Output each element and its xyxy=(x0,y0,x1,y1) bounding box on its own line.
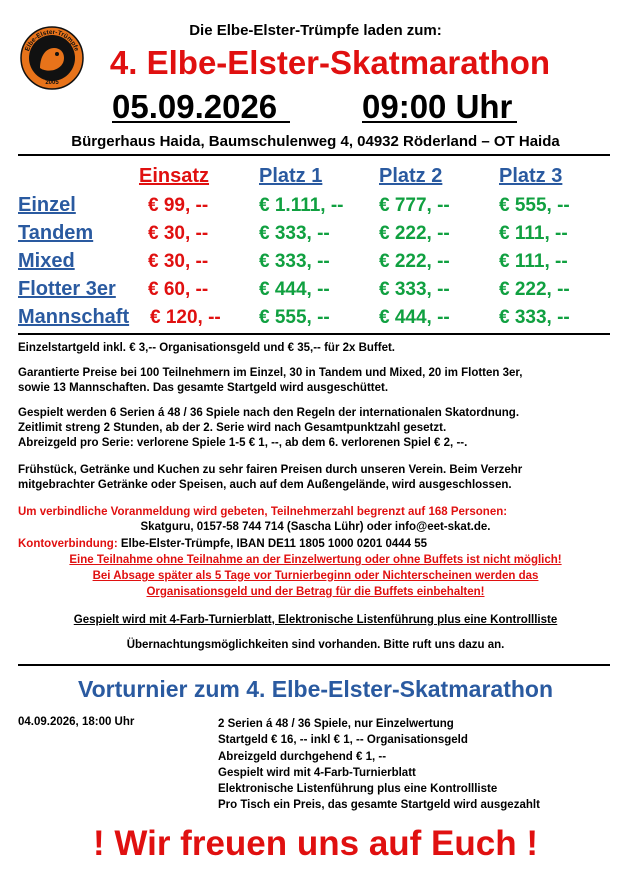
vorturnier-line: 2 Serien á 48 / 36 Spiele, nur Einzelwertung xyxy=(218,718,454,730)
row-label-mixed: Mixed xyxy=(18,250,75,272)
cell-platz1: € 333, -- xyxy=(259,251,330,272)
cell-einsatz: € 120, -- xyxy=(150,307,221,328)
cell-platz1: € 555, -- xyxy=(259,307,330,328)
vorturnier-title: Vorturnier zum 4. Elbe-Elster-Skatmarathon xyxy=(77,676,553,702)
cell-einsatz: € 30, -- xyxy=(148,223,209,244)
warn-absage-1: Bei Absage später als 5 Tage vor Turnierbeginn oder Nichterscheinen werden das xyxy=(92,570,539,582)
row-label-mannschaft: Mannschaft xyxy=(18,306,130,328)
cell-platz1: € 333, -- xyxy=(259,223,330,244)
venue: Bürgerhaus Haida, Baumschulenweg 4, 04932 Röderland – OT Haida xyxy=(71,133,560,150)
page-title: 4. Elbe-Elster-Skatmarathon xyxy=(109,44,551,81)
info-serien-1: Gespielt werden 6 Serien á 48 / 36 Spiele nach den Regeln der internationalen Skatordnung. xyxy=(18,407,520,419)
vorturnier-details xyxy=(218,716,540,814)
info-konto xyxy=(18,537,618,552)
cell-platz2: € 222, -- xyxy=(379,251,450,272)
time-underline xyxy=(362,121,517,123)
cell-platz3: € 111, -- xyxy=(499,251,568,272)
divider-vorturnier xyxy=(18,664,610,666)
cell-einsatz: € 30, -- xyxy=(148,251,209,272)
info-kontakt: Skatguru, 0157-58 744 714 (Sascha Lühr) oder info@eet-skat.de. xyxy=(140,521,491,533)
row-label-flotter: Flotter 3er xyxy=(18,278,116,300)
info-verpflegung-2: mitgebrachter Getränke oder Speisen, auch auf dem Außengelände, wird ausgeschlossen. xyxy=(18,479,512,491)
konto-value: Elbe-Elster-Trümpfe, IBAN DE11 1805 1000 0201 0444 55 xyxy=(117,538,428,550)
cell-platz1: € 1.111, -- xyxy=(259,195,344,216)
info-serien-3: Abreizgeld pro Serie: verlorene Spiele 1-5 € 1, --, ab dem 6. verlorenen Spiel € 2, --. xyxy=(18,437,468,449)
vorturnier-datetime: 04.09.2026, 18:00 Uhr xyxy=(18,716,135,728)
cell-platz3: € 111, -- xyxy=(499,223,568,244)
cell-platz3: € 555, -- xyxy=(499,195,570,216)
vorturnier-line: Abreizgeld durchgehend € 1, -- xyxy=(218,750,387,763)
cell-einsatz: € 99, -- xyxy=(148,195,209,216)
vorturnier-line: Gespielt wird mit 4-Farb-Turnierblatt xyxy=(218,766,416,779)
warn-teilnahme: Eine Teilnahme ohne Teilnahme an der Einzelwertung oder ohne Buffets ist nicht möglich! xyxy=(69,554,562,566)
cell-platz3: € 222, -- xyxy=(499,279,570,300)
header-intro: Die Elbe-Elster-Trümpfe laden zum: xyxy=(189,22,442,39)
info-serien-2: Zeitlimit streng 2 Stunden, ab der 2. Serie wird nach Gesamtpunktzahl gesetzt. xyxy=(18,422,447,434)
col-platz3: Platz 3 xyxy=(499,165,563,187)
info-verpflegung-1: Frühstück, Getränke und Kuchen zu sehr fairen Preisen durch unseren Verein. Beim Verzehr xyxy=(18,464,523,476)
divider-table xyxy=(18,333,610,335)
cell-platz2: € 777, -- xyxy=(379,195,450,216)
info-anmeldung: Um verbindliche Voranmeldung wird gebeten, Teilnehmerzahl begrenzt auf 168 Personen: xyxy=(18,506,508,518)
cell-platz2: € 333, -- xyxy=(379,279,450,300)
info-uebernachtung: Übernachtungsmöglichkeiten sind vorhanden. Bitte ruft uns dazu an. xyxy=(126,639,505,651)
event-date: 05.09.2026 xyxy=(112,88,278,125)
closing-message: ! Wir freuen uns auf Euch ! xyxy=(93,824,538,863)
cell-platz2: € 222, -- xyxy=(379,223,450,244)
cell-platz1: € 444, -- xyxy=(259,279,330,300)
date-underline xyxy=(112,121,290,123)
cell-platz2: € 444, -- xyxy=(379,307,450,328)
cell-einsatz: € 60, -- xyxy=(148,279,209,300)
konto-label: Kontoverbindung: xyxy=(18,538,118,550)
vorturnier-line: Startgeld € 16, -- inkl € 1, -- Organisationsgeld xyxy=(218,734,468,747)
info-turnierblatt: Gespielt wird mit 4-Farb-Turnierblatt, Elektronische Listenführung plus eine Kontrollliste xyxy=(73,614,558,626)
vorturnier-line: Elektronische Listenführung plus eine Kontrollliste xyxy=(218,783,498,796)
row-label-einzel: Einzel xyxy=(18,194,76,216)
logo-year: 2005 xyxy=(45,80,59,86)
info-preise-1: Garantierte Preise bei 100 Teilnehmern im Einzel, 30 in Tandem und Mixed, 20 im Flotten 3er, xyxy=(18,367,523,379)
logo-text: Elbe-Elster-Trümpfe xyxy=(24,28,80,53)
info-startgeld: Einzelstartgeld inkl. € 3,-- Organisationsgeld und € 35,-- für 2x Buffet. xyxy=(18,342,396,354)
col-einsatz: Einsatz xyxy=(139,165,210,187)
warn-absage-2: Organisationsgeld und der Betrag für die Buffets einbehalten! xyxy=(146,586,485,598)
cell-platz3: € 333, -- xyxy=(499,307,570,328)
info-preise-2: sowie 13 Mannschaften. Das gesamte Startgeld wird ausgeschüttet. xyxy=(18,382,389,394)
event-time: 09:00 Uhr xyxy=(362,88,513,125)
col-platz2: Platz 2 xyxy=(379,165,443,187)
divider-top xyxy=(18,154,610,156)
row-label-tandem: Tandem xyxy=(18,222,94,244)
col-platz1: Platz 1 xyxy=(259,165,323,187)
vorturnier-line: Pro Tisch ein Preis, das gesamte Startgeld wird ausgezahlt xyxy=(218,799,540,812)
